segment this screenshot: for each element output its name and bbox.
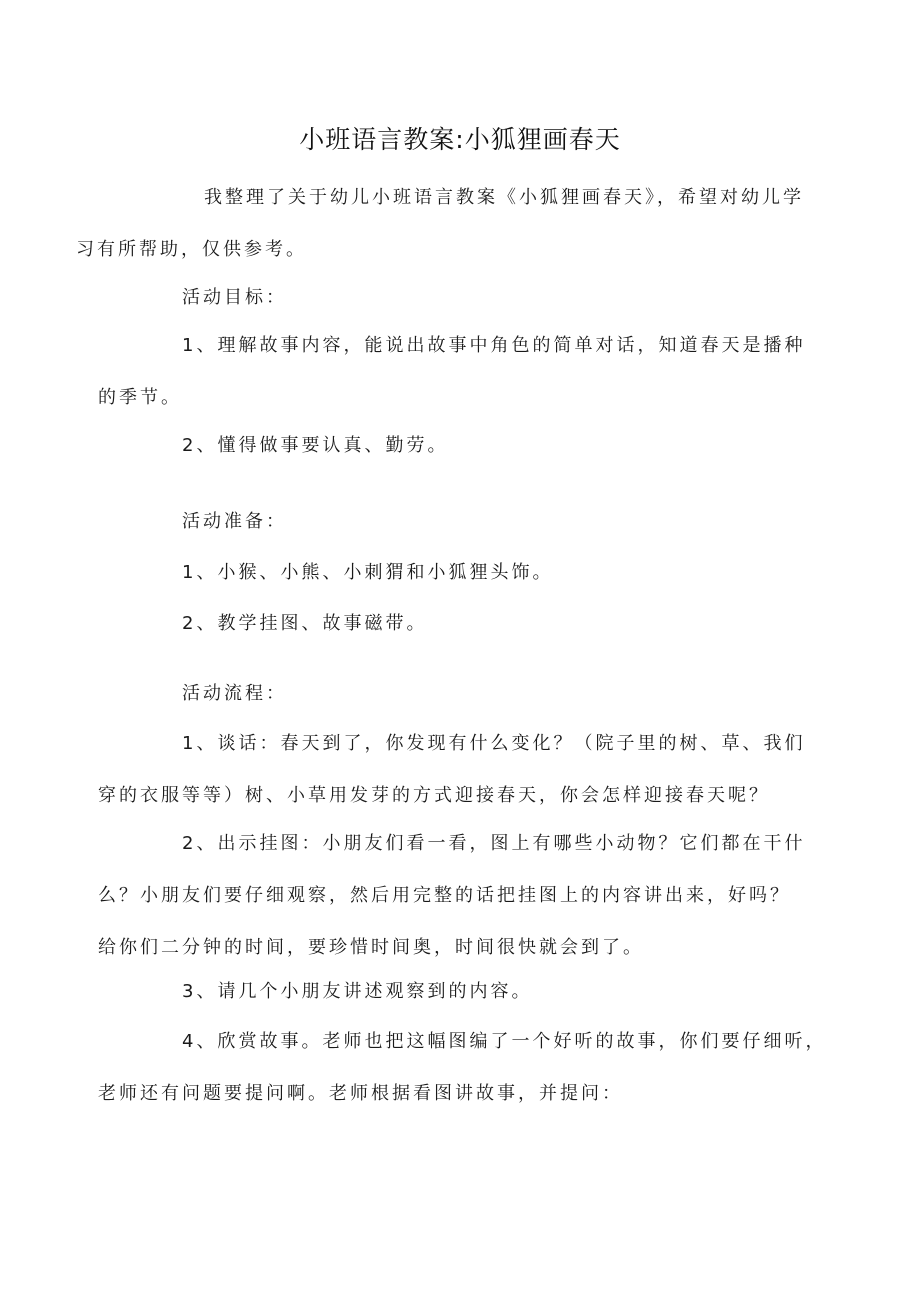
goal-1-line-2: 的季节。: [98, 387, 182, 408]
flow-1-line-1: 1、谈话：春天到了，你发现有什么变化？（院子里的树、草、我们: [182, 733, 806, 754]
prep-heading: [140, 496, 790, 548]
flow-heading-text: 活动流程：: [182, 683, 287, 704]
goal-1-line-1: 1、理解故事内容，能说出故事中角色的简单对话，知道春天是播种: [182, 335, 806, 356]
flow-1: [98, 718, 806, 822]
flow-4-line-2: 老师还有问题要提问啊。老师根据看图讲故事，并提问：: [98, 1083, 623, 1104]
prep-heading-text: 活动准备：: [182, 511, 287, 532]
flow-heading: [140, 668, 790, 720]
flow-2: [98, 818, 806, 974]
intro-line-2: 习有所帮助，仅供参考。: [76, 239, 307, 260]
goals-heading-text: 活动目标：: [182, 287, 287, 308]
flow-3-text: 3、请几个小朋友讲述观察到的内容。: [182, 981, 533, 1002]
flow-3: [140, 966, 790, 1018]
intro-line-1: 我整理了关于幼儿小班语言教案《小狐狸画春天》，希望对幼儿学: [204, 187, 804, 208]
flow-2-line-3: 给你们二分钟的时间，要珍惜时间奥，时间很快就会到了。: [98, 937, 644, 958]
flow-2-line-1: 2、出示挂图：小朋友们看一看，图上有哪些小动物？它们都在干什: [182, 833, 806, 854]
flow-4: [98, 1016, 827, 1120]
flow-2-line-2: 么？小朋友们要仔细观察，然后用完整的话把挂图上的内容讲出来，好吗？: [98, 885, 791, 906]
goal-1: [98, 320, 806, 424]
prep-1-text: 1、小猴、小熊、小刺猬和小狐狸头饰。: [182, 562, 554, 583]
flow-4-line-1: 4、欣赏故事。老师也把这幅图编了一个好听的故事，你们要仔细听，: [182, 1031, 827, 1052]
prep-1: [140, 547, 790, 599]
prep-2: [140, 598, 790, 650]
flow-1-line-2: 穿的衣服等等）树、小草用发芽的方式迎接春天，你会怎样迎接春天呢？: [98, 785, 770, 806]
prep-2-text: 2、教学挂图、故事磁带。: [182, 613, 428, 634]
goal-2: [140, 420, 790, 472]
intro-paragraph: [76, 172, 804, 276]
document-title: 小班语言教案:小狐狸画春天: [299, 125, 621, 154]
goal-2-text: 2、懂得做事要认真、勤劳。: [182, 435, 449, 456]
goals-heading: [140, 272, 790, 324]
